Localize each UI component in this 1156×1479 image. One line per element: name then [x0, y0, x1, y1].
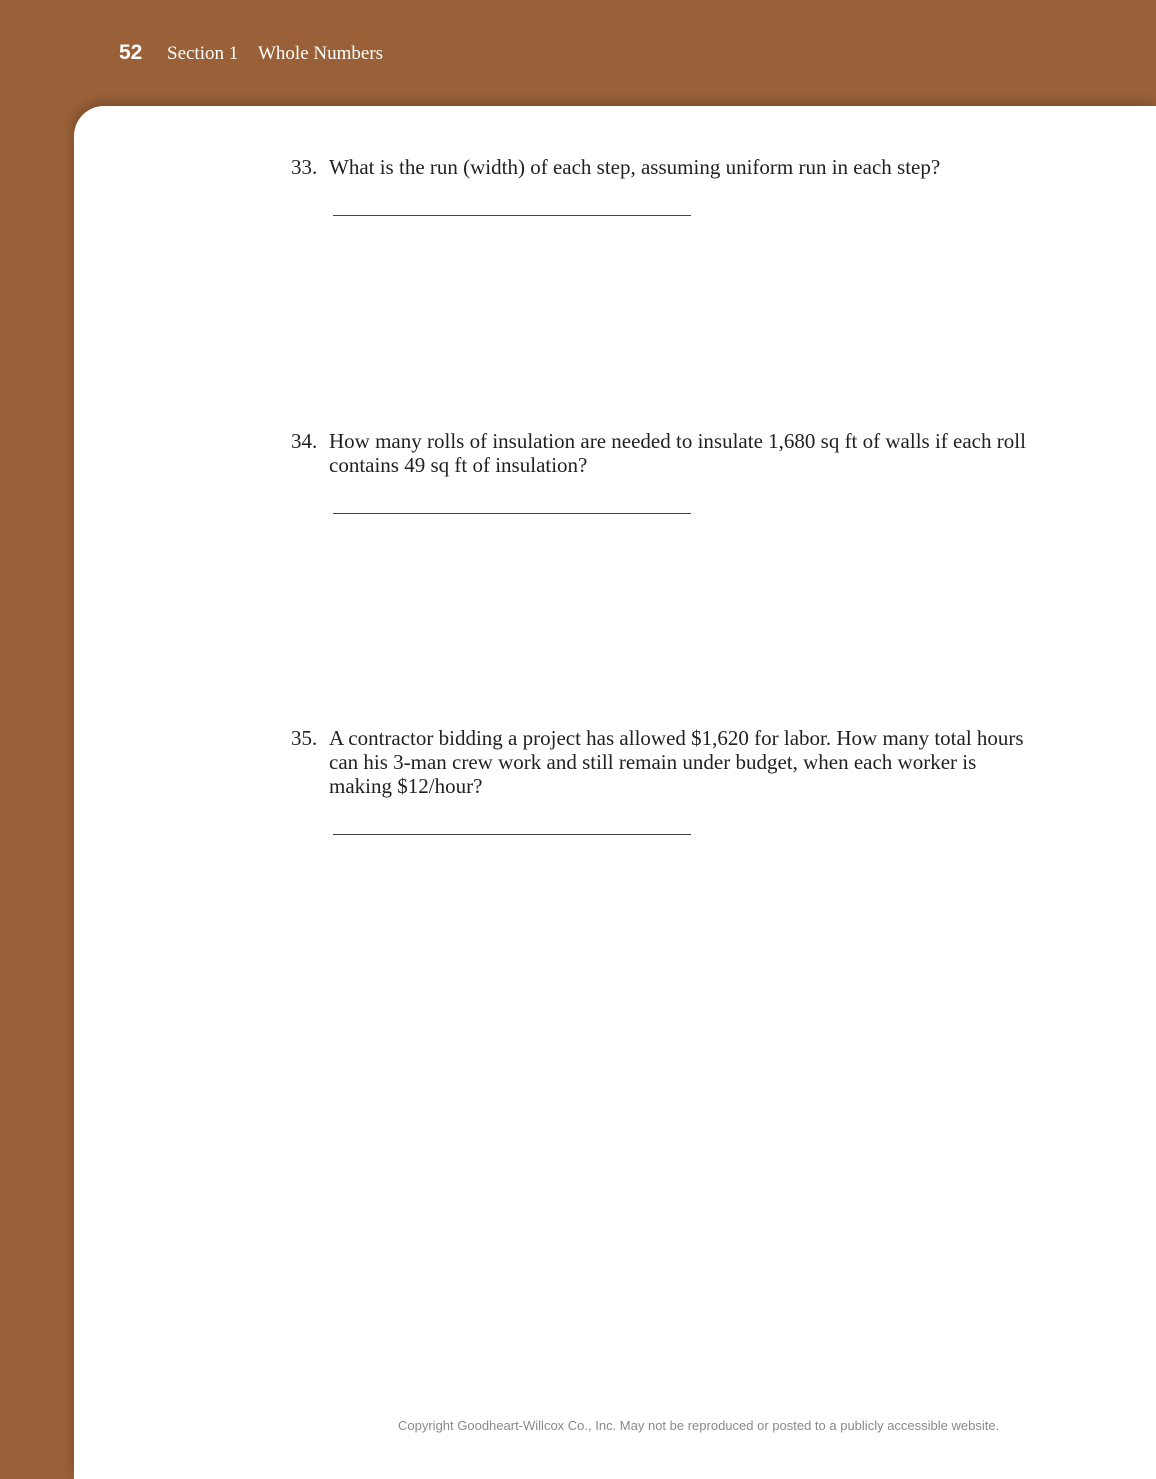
problem-text: A contractor bidding a project has allowed $1,620 for labor. How many total hours can his 3-man crew work and still remain under budget, when each worker is making $12/hour?: [329, 726, 1024, 798]
problem-34: [291, 429, 1031, 477]
problem-number: 34.: [291, 429, 318, 453]
answer-line-34[interactable]: [333, 513, 691, 514]
problem-33: [291, 155, 1031, 179]
copyright-notice: Copyright Goodheart-Willcox Co., Inc. May not be reproduced or posted to a publicly accessible website.: [398, 1418, 1000, 1433]
answer-line-33[interactable]: [333, 215, 691, 216]
page-header: [0, 0, 1156, 110]
section-title: Whole Numbers: [258, 43, 384, 64]
section-label: Section 1: [167, 43, 239, 64]
page-number: 52: [119, 41, 143, 64]
answer-line-35[interactable]: [333, 834, 691, 835]
problem-number: 33.: [291, 155, 318, 179]
problem-text: How many rolls of insulation are needed to insulate 1,680 sq ft of walls if each roll contains 49 sq ft of insulation?: [329, 429, 1026, 477]
problem-35: [291, 726, 1031, 798]
problem-text: What is the run (width) of each step, assuming uniform run in each step?: [329, 155, 941, 179]
problem-number: 35.: [291, 726, 318, 750]
